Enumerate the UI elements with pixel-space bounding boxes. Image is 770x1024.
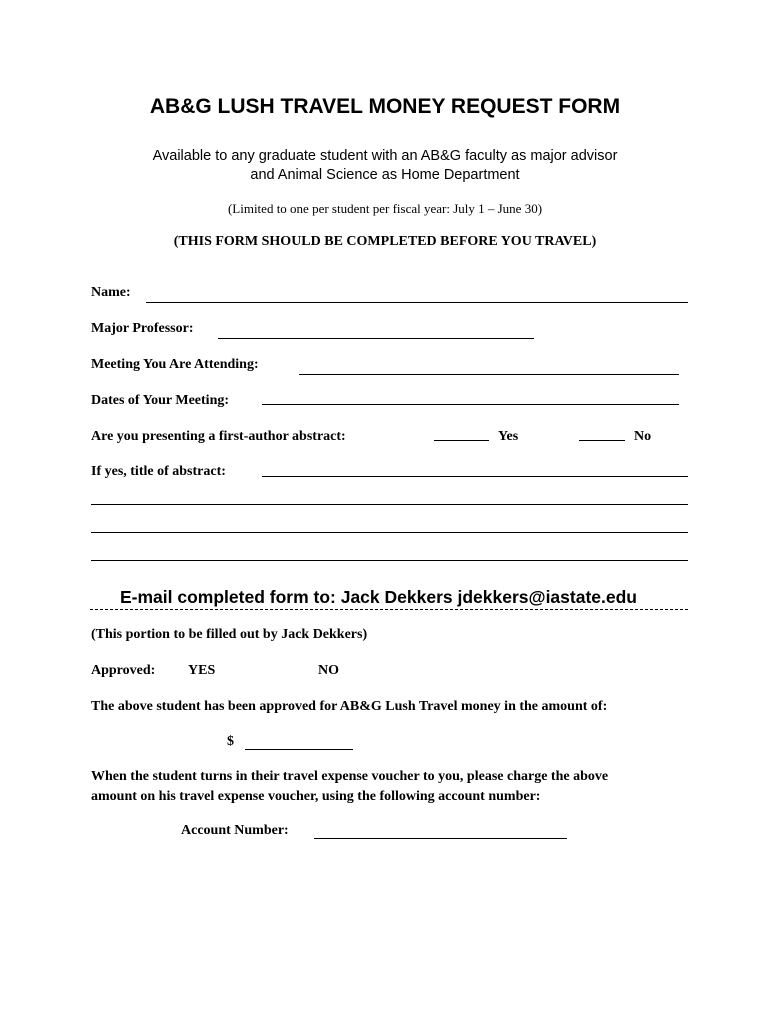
email-instruction: E-mail completed form to: Jack Dekkers jdekkers@iastate.edu (120, 587, 637, 607)
abstract-title-line-3[interactable] (91, 532, 688, 533)
approved-label: Approved: (91, 663, 156, 678)
meeting-field[interactable] (299, 356, 679, 374)
limit-note: (Limited to one per student per fiscal year: July 1 – June 30) (227, 201, 543, 216)
completion-warning: (THIS FORM SHOULD BE COMPLETED BEFORE YOU TRAVEL) (173, 234, 597, 249)
abstract-question: Are you presenting a first-author abstract: (91, 429, 346, 444)
dates-underline (262, 404, 679, 405)
major-professor-underline (218, 338, 534, 339)
name-label: Name: (91, 285, 131, 300)
abstract-title-line-1[interactable] (262, 476, 688, 477)
no-option-label: No (634, 429, 652, 444)
charge-instruction-line-1: When the student turns in their travel expense voucher to you, please charge the above (91, 769, 609, 784)
abstract-title-line-2[interactable] (91, 504, 688, 505)
approved-yes-option[interactable]: YES (188, 663, 216, 678)
yes-blank[interactable] (434, 440, 489, 441)
amount-statement: The above student has been approved for AB&G Lush Travel money in the amount of: (91, 699, 608, 714)
yes-option-label: Yes (498, 429, 519, 444)
name-field[interactable] (146, 284, 688, 302)
amount-field[interactable] (245, 749, 353, 750)
no-blank[interactable] (579, 440, 625, 441)
approved-no-option[interactable]: NO (318, 663, 339, 678)
eligibility-line-2: and Animal Science as Home Department (250, 167, 520, 183)
meeting-underline (299, 374, 679, 375)
meeting-label: Meeting You Are Attending: (91, 357, 259, 372)
account-number-field[interactable] (314, 838, 567, 839)
major-professor-label: Major Professor: (91, 321, 194, 336)
dates-field[interactable] (262, 392, 679, 410)
name-underline (146, 302, 688, 303)
major-professor-field[interactable] (218, 320, 534, 338)
dates-label: Dates of Your Meeting: (91, 393, 230, 408)
eligibility-line-1: Available to any graduate student with an AB&G faculty as major advisor (152, 148, 618, 164)
email-instruction-block (90, 587, 688, 613)
account-number-label: Account Number: (181, 823, 289, 838)
form-title: AB&G LUSH TRAVEL MONEY REQUEST FORM (149, 95, 621, 118)
charge-instruction-line-2: amount on his travel expense voucher, using the following account number: (91, 789, 541, 804)
office-use-note: (This portion to be filled out by Jack Dekkers) (91, 627, 368, 642)
cut-line (90, 609, 688, 610)
dollar-sign: $ (227, 734, 234, 749)
abstract-title-label: If yes, title of abstract: (91, 464, 226, 479)
abstract-title-line-4[interactable] (91, 560, 688, 561)
